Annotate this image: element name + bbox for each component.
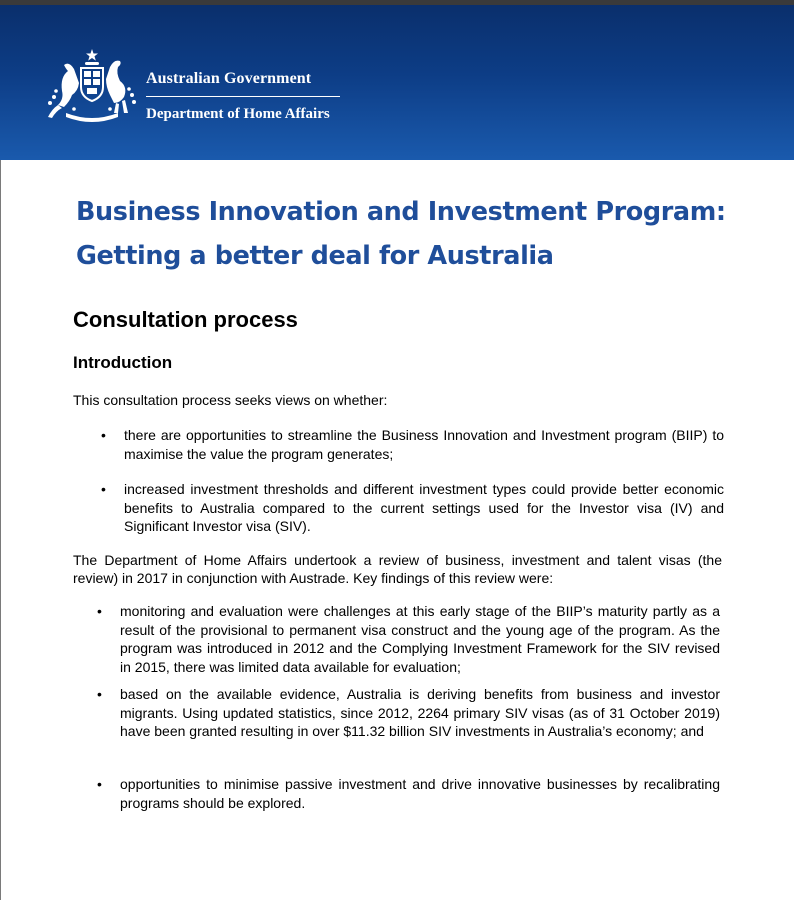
review-paragraph: The Department of Home Affairs undertook a review of business, investment and talent visas (the review) in 2017 in conjunction with Austrade. Key findings of this review were:: [73, 552, 722, 586]
section-heading: Consultation process: [73, 307, 298, 332]
bullet-marker: •: [97, 776, 102, 792]
document-title: Business Innovation and Investment Program: Getting a better deal for Australia: [76, 197, 726, 271]
wordmark-divider: [146, 96, 340, 97]
government-header-banner: [0, 5, 794, 160]
bullet-marker: •: [101, 427, 106, 443]
coat-of-arms-icon: [44, 47, 140, 125]
government-name: Australian Government: [146, 70, 312, 87]
page-left-edge: [0, 160, 1, 900]
bullet-marker: •: [97, 686, 102, 702]
list-item: monitoring and evaluation were challenges at this early stage of the BIIP’s maturity partly as a result of the provisional to permanent visa construct and the young age of the program. As the program was introduced in 2012 and the Complying Investment Framework for the SIV revised in 2015, there was limited data available for evaluation;: [120, 603, 720, 675]
list-item: based on the available evidence, Australia is deriving benefits from business and investor migrants. Using updated statistics, since 2012, 2264 primary SIV visas (as of 31 October 2019) have been granted resulting in over $11.32 billion SIV investments in Australia’s economy; and: [120, 686, 720, 739]
government-wordmark: [146, 68, 346, 124]
subsection-heading: Introduction: [73, 353, 173, 372]
department-name: Department of Home Affairs: [146, 106, 330, 122]
list-item: opportunities to minimise passive investment and drive innovative businesses by recalibrating programs should be explored.: [120, 776, 720, 811]
bullet-marker: •: [101, 481, 106, 497]
intro-paragraph: This consultation process seeks views on whether:: [73, 392, 388, 408]
bullet-marker: •: [97, 603, 102, 619]
list-item: there are opportunities to streamline the Business Innovation and Investment program (BIIP) to maximise the value the program generates;: [124, 427, 724, 462]
list-item: increased investment thresholds and different investment types could provide better economic benefits to Australia compared to the current settings used for the Investor visa (IV) and Significant Investor visa (SIV).: [124, 481, 724, 534]
